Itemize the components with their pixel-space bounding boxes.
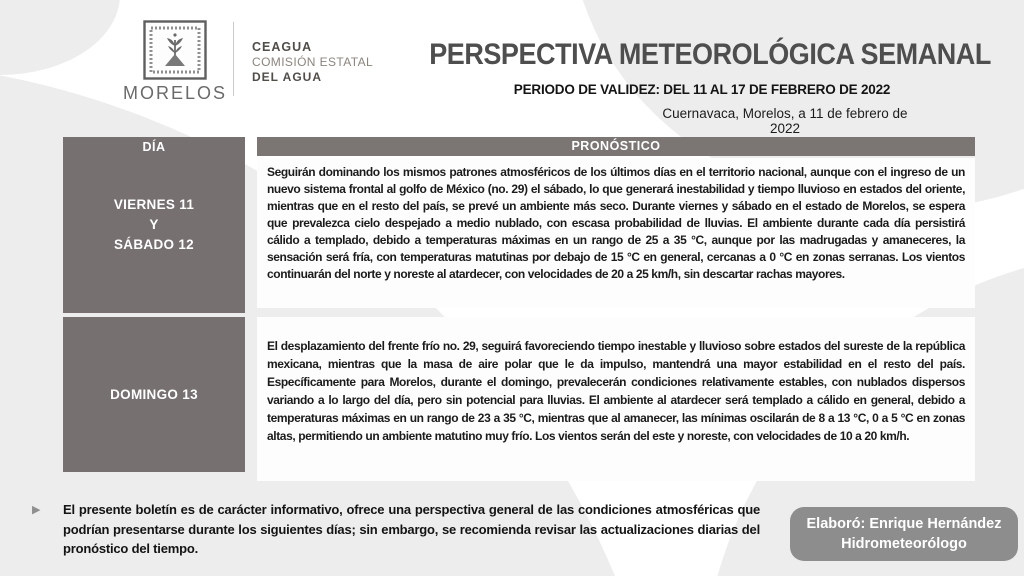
validity-period: PERIODO DE VALIDEZ: DEL 11 AL 17 DE FEBRERO DE 2022 bbox=[513, 82, 891, 97]
play-triangle-icon: ▶ bbox=[32, 504, 41, 516]
credit-badge bbox=[790, 507, 1018, 561]
day-cell-domingo: DOMINGO 13 bbox=[63, 317, 245, 472]
forecast-cell-row1: Seguirán dominando los mismos patrones atmosféricos de los últimos días en el territorio nacional, aunque con el ingreso de un nuevo sistema frontal al golfo de México (no. 29) el sábado, lo que generará inestabilidad y tiempo lluvioso en estados del oriente, mientras que en el resto del país, se prevé un ambiente más seco. Durante viernes y sábado en el estado de Morelos, se espera que prevalezca cielo despejado a medio nublado, con escasa probabilidad de lluvias. El ambiente durante cada día persistirá cálido a templado, debido a temperaturas máximas en un rango de 25 a 35 °C, aunque por las madrugadas y amaneceres, la sensación será fría, con temperaturas matutinas por debajo de 15 °C en general, cercanas a 0 °C en zonas serranas. Los vientos continuarán del norte y noreste al atardecer, con velocidades de 20 a 25 km/h, sin descartar rachas mayores. bbox=[257, 158, 975, 308]
column-header-dia: DÍA bbox=[142, 140, 166, 154]
agency-name-line1: COMISIÓN ESTATAL bbox=[252, 55, 374, 69]
credit-role: Hidrometeorólogo bbox=[841, 536, 967, 552]
day-cell-viernes-sabado bbox=[63, 195, 245, 255]
forecast-cell-row2: El desplazamiento del frente frío no. 29, seguirá favoreciendo tiempo inestable y lluvioso sobre estados del sureste de la república mexicana, mientras que la masa de aire polar que le da impulso, mantendrá una mayor estabilidad en el resto del país. Específicamente para Morelos, durante el domingo, prevalecerán condiciones relativamente estables, con nublados dispersos variando a lo largo del día, pero sin potencial para lluvias. El ambiente al atardecer será templado a cálido en general, debido a temperaturas máximas en un rango de 23 a 35 °C, mientras que al amanecer, las mínimas oscilarán de 8 a 13 °C, 0 a 5 °C en zonas altas, permitiendo un ambiente matutino muy frío. Los vientos serán del este y noreste, con velocidades de 10 a 20 km/h. bbox=[257, 317, 975, 481]
day-line: Y bbox=[149, 217, 159, 232]
day-line: SÁBADO 12 bbox=[114, 237, 194, 252]
morelos-seal-icon bbox=[143, 20, 207, 80]
page-title bbox=[398, 38, 991, 72]
background-circle bbox=[0, 0, 120, 75]
agency-block bbox=[252, 40, 373, 85]
agency-name-line2: DEL AGUA bbox=[252, 70, 323, 84]
morelos-logo-text: MORELOS bbox=[122, 83, 228, 103]
day-line: VIERNES 11 bbox=[113, 197, 195, 212]
column-header-pronostico: PRONÓSTICO bbox=[257, 137, 975, 156]
credit-author: Elaboró: Enrique Hernández bbox=[806, 516, 1002, 532]
day-column-row1 bbox=[63, 137, 245, 313]
disclaimer-text: El presente boletín es de carácter informativo, ofrece una perspectiva general de las condiciones atmosféricas que podrían presentarse durante los siguientes días; sin embargo, se recomienda revisar las actualizaciones diarias del pronóstico del tiempo. bbox=[63, 502, 760, 556]
dateline: Cuernavaca, Morelos, a 11 de febrero de 2022 bbox=[662, 106, 908, 136]
page-title-text: PERSPECTIVA METEOROLÓGICA SEMANAL bbox=[429, 38, 991, 71]
header-divider bbox=[233, 22, 234, 96]
agency-acronym: CEAGUA bbox=[252, 40, 313, 54]
